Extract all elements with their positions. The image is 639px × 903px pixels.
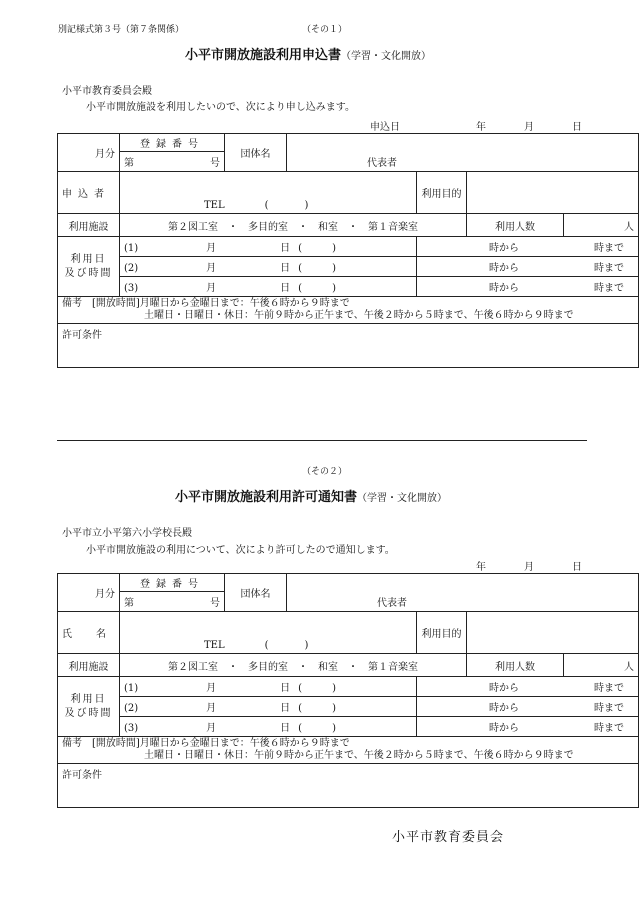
form1-slot-to: 時まで [594,283,624,294]
form1-tel-label: TEL [204,200,225,211]
form1-slot-time[interactable] [417,277,639,297]
form1-slot-month: 月 [206,283,217,294]
form1-date-label: 申込日 [370,122,400,133]
form1-getsubun: 月分 [58,134,120,172]
form1-table [57,133,639,368]
form2-date-time-label-1: 利用日 [70,693,107,705]
form2-slot-date[interactable] [120,717,417,737]
form2-slot-time[interactable] [417,677,639,697]
form2-slot-to: 時まで [594,723,624,734]
form1-slot-to: 時まで [594,243,624,254]
form2-slot-time[interactable] [417,717,639,737]
form2-group-label: 団体名 [225,574,287,612]
form1-slot-no: (3) [124,283,139,294]
form2-purpose-label: 利用目的 [417,612,467,654]
form2-slot-from: 時から [489,723,519,734]
form2-conditions-label: 許可条件 [62,770,102,781]
form2-date-day: 日 [572,562,582,573]
form2-slot-day: 日 [280,703,291,714]
form2-slot-month: 月 [206,703,217,714]
form2-slot-paren-open: ( [298,723,303,734]
form1-conditions-field[interactable] [58,324,639,368]
form2-facility-label: 利用施設 [58,654,120,677]
form2-getsubun: 月分 [58,574,120,612]
form2-slot-to: 時まで [594,683,624,694]
form2-slot-no: (1) [124,683,139,694]
form2-table [57,573,639,808]
form2-dai: 第 [124,598,134,609]
form2-slot-day: 日 [280,683,291,694]
form2-count-field[interactable] [564,654,639,677]
form2-name-label [58,612,120,654]
form1-facility-label: 利用施設 [58,214,120,237]
form2-tel-paren-open: ( [264,640,269,651]
form1-slot-from: 時から [489,263,519,274]
part-label-1: （その１） [302,25,348,35]
form2-count-unit: 人 [624,661,634,673]
form2-name-field[interactable] [120,612,417,654]
form1-slot-day: 日 [280,263,291,274]
form1-date-month: 月 [524,122,534,133]
form2-slot-month: 月 [206,723,217,734]
form-number: 別記様式第３号（第７条関係） [58,25,185,35]
form2-slot-paren-close: ) [332,683,336,694]
form1-note-line2: 土曜日・日曜日・休日：午前９時から正午まで、午後２時から５時まで、午後６時から９時まで [144,310,574,321]
form2-note-line2: 土曜日・日曜日・休日：午前９時から正午まで、午後２時から５時まで、午後６時から９時まで [144,750,574,761]
form2-addressee: 小平市立小平第六小学校長殿 [62,528,192,539]
form1-slot-month: 月 [206,263,217,274]
form2-tel-label: TEL [204,640,225,651]
form1-slot-paren-open: ( [298,243,303,254]
form1-dai: 第 [124,158,134,169]
form1-purpose-label: 利用目的 [417,172,467,214]
form1-purpose-field[interactable] [467,172,639,214]
form2-date-year: 年 [476,562,486,573]
form1-slot-paren-open: ( [298,263,303,274]
form2-slot-paren-open: ( [298,683,303,694]
form1-slot-day: 日 [280,283,291,294]
form1-slot-month: 月 [206,243,217,254]
form2-slot-paren-open: ( [298,703,303,714]
form2-date-month: 月 [524,562,534,573]
form2-group-field[interactable] [287,574,639,612]
form2-note-line1: 備考 [開放時間]月曜日から金曜日まで：午後６時から９時まで [62,738,350,749]
form2-intro: 小平市開放施設の利用について、次により許可したので通知します。 [86,545,395,556]
form2-name-label-b: 名 [96,629,106,640]
form1-date-year: 年 [476,122,486,133]
form1-slot-day: 日 [280,243,291,254]
form2-date-time-label [58,677,120,737]
form2-slot-from: 時から [489,703,519,714]
form1-note-line1: 備考 [開放時間]月曜日から金曜日まで：午後６時から９時まで [62,298,350,309]
form1-applicant-field[interactable] [120,172,417,214]
form1-count-label: 利用人数 [467,214,564,237]
form2-slot-no: (3) [124,723,139,734]
form1-slot-to: 時まで [594,263,624,274]
form1-title-main: 小平市開放施設利用申込書 [185,48,342,63]
form1-slot-no: (1) [124,243,139,254]
form1-slot-no: (2) [124,263,139,274]
form2-slot-no: (2) [124,703,139,714]
form1-rep-label: 代表者 [367,158,397,169]
form1-slot-from: 時から [489,283,519,294]
issuer-name: 小平市教育委員会 [392,830,505,845]
form1-facility-options[interactable]: 第２図工室 ・ 多目的室 ・ 和室 ・ 第１音楽室 [120,214,467,237]
form1-reg-label: 登録番号 [120,134,225,152]
form1-notes [58,297,639,324]
form1-date-time-label [58,237,120,297]
form1-applicant-label: 申込者 [58,172,120,214]
form2-conditions-field[interactable] [58,764,639,808]
form2-name-label-a: 氏 [62,629,72,640]
form1-count-unit: 人 [624,221,634,233]
form1-slot-time[interactable] [417,257,639,277]
form2-slot-paren-close: ) [332,703,336,714]
form1-addressee: 小平市教育委員会殿 [62,86,152,97]
form-divider [57,440,587,441]
form1-reg-number-field[interactable] [120,152,225,172]
form2-facility-options[interactable]: 第２図工室 ・ 多目的室 ・ 和室 ・ 第１音楽室 [120,654,467,677]
form1-slot-paren-open: ( [298,283,303,294]
form2-rep-label: 代表者 [377,598,407,609]
form2-purpose-field[interactable] [467,612,639,654]
form2-slot-to: 時まで [594,703,624,714]
form2-title-main: 小平市開放施設利用許可通知書 [175,490,358,505]
form2-notes [58,737,639,764]
form2-go: 号 [210,598,220,609]
form2-slot-date[interactable] [120,697,417,717]
form1-tel-paren-open: ( [264,200,269,211]
form2-slot-paren-close: ) [332,723,336,734]
form2-date-time-label-2: 及び時間 [64,707,113,719]
form1-slot-paren-close: ) [332,263,336,274]
form2-slot-date[interactable] [120,677,417,697]
form1-group-label: 団体名 [225,134,287,172]
form1-slot-date[interactable] [120,257,417,277]
form2-title [175,486,447,505]
part-label-2: （その２） [302,467,348,477]
form2-subtitle: （学習・文化開放） [357,493,448,504]
form1-date-day: 日 [572,122,582,133]
form2-slot-time[interactable] [417,697,639,717]
form1-subtitle: （学習・文化開放） [341,51,432,62]
form1-slot-time[interactable] [417,237,639,257]
form1-slot-from: 時から [489,243,519,254]
form2-reg-number-field[interactable] [120,592,225,612]
form2-slot-month: 月 [206,683,217,694]
form1-slot-date[interactable] [120,237,417,257]
form2-slot-from: 時から [489,683,519,694]
form1-slot-date[interactable] [120,277,417,297]
form1-slot-paren-close: ) [332,243,336,254]
form1-date-time-label-1: 利用日 [70,253,107,265]
form1-go: 号 [210,158,220,169]
form1-group-field[interactable] [287,134,639,172]
form1-count-field[interactable] [564,214,639,237]
form1-title [185,44,431,63]
form2-reg-label: 登録番号 [120,574,225,592]
form1-intro: 小平市開放施設を利用したいので、次により申し込みます。 [86,102,355,113]
form2-tel-paren-close: ) [304,640,309,651]
form1-tel-paren-close: ) [304,200,309,211]
form2-count-label: 利用人数 [467,654,564,677]
form2-slot-day: 日 [280,723,291,734]
form1-slot-paren-close: ) [332,283,336,294]
form1-conditions-label: 許可条件 [62,330,102,341]
form1-date-time-label-2: 及び時間 [64,267,113,279]
